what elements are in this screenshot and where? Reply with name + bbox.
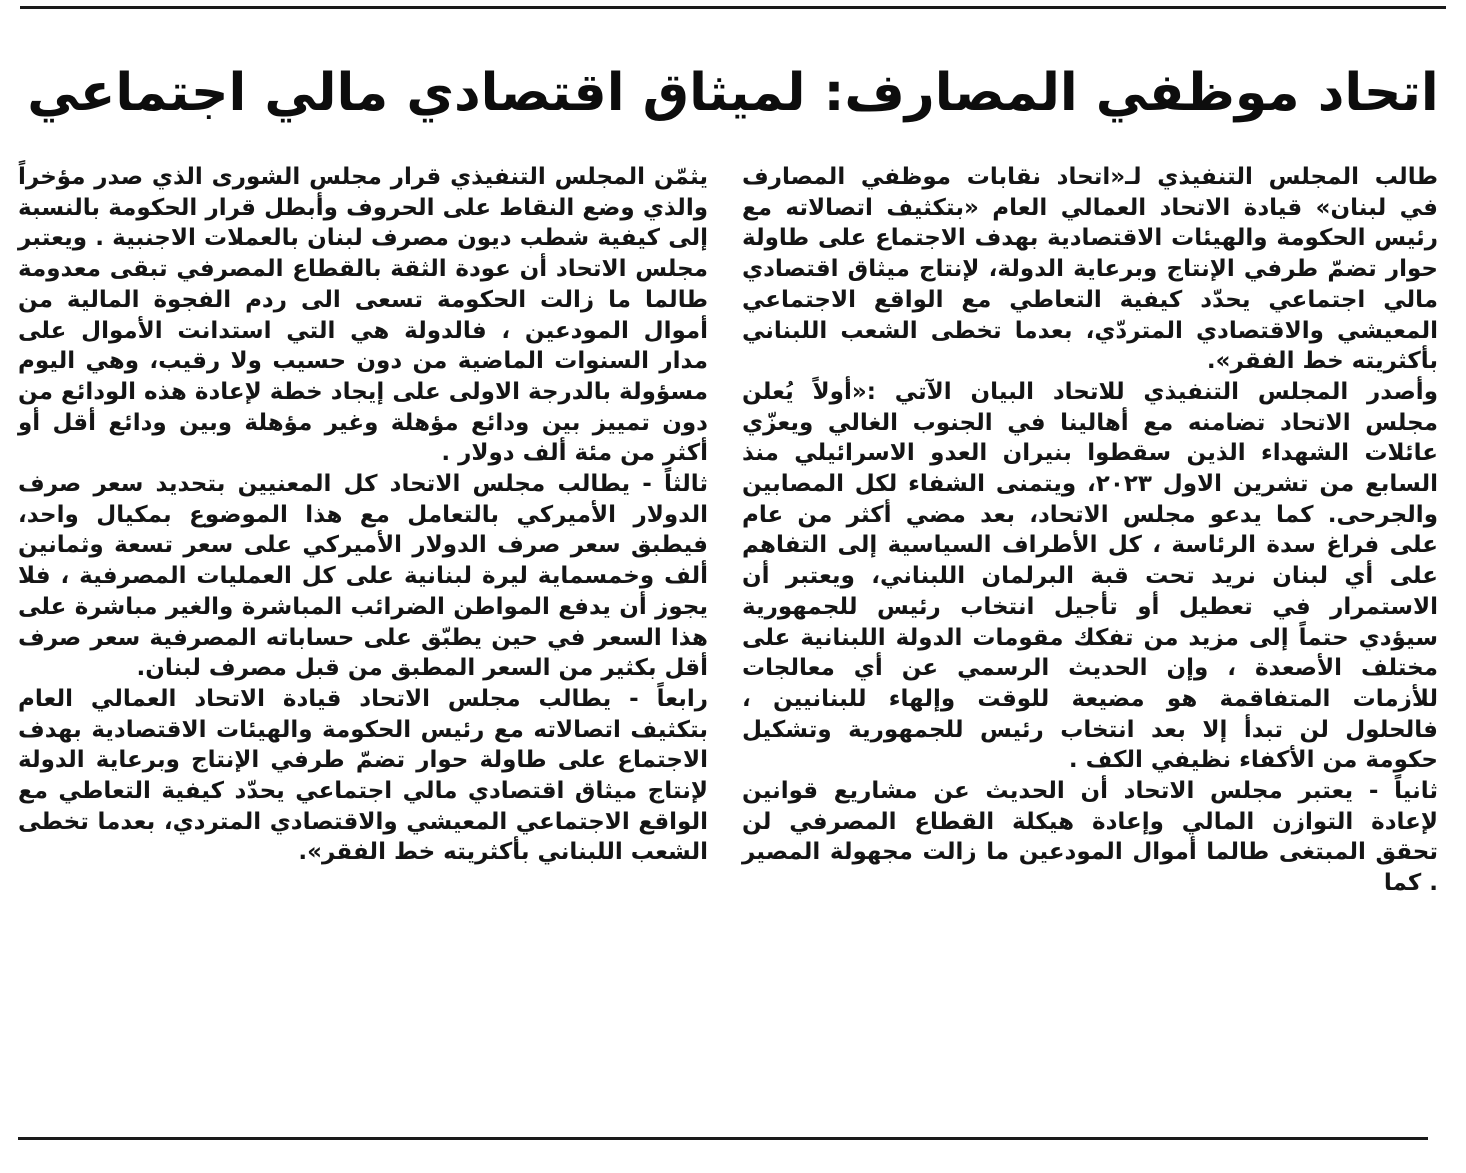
article-column-right	[742, 162, 1438, 899]
bottom-rule	[18, 1137, 1428, 1140]
paragraph-left-1: يثمّن المجلس التنفيذي قرار مجلس الشورى الذي صدر مؤخراً والذي وضع النقاط على الحروف وأبطل قرار الحكومة بالنسبة إلى كيفية شطب ديون مصرف لبنان بالعملات الاجنبية . ويعتبر مجلس الاتحاد أن عودة الثقة بالقطاع المصرفي تبقى معدومة طالما ما زالت الحكومة تسعى الى ردم الفجوة المالية من أموال المودعين ، فالدولة هي التي استدانت الأموال على مدار السنوات الماضية من دون حسيب ولا رقيب، وهي اليوم مسؤولة بالدرجة الاولى على إيجاد خطة لإعادة هذه الودائع من دون تمييز بين ودائع مؤهلة وغير مؤهلة وبين ودائع أقل أو أكثر من مئة ألف دولار .	[18, 164, 708, 467]
article-column-left	[18, 162, 708, 868]
paragraph-right-2: وأصدر المجلس التنفيذي للاتحاد البيان الآتي :«أولاً يُعلن مجلس الاتحاد تضامنه مع أهالينا في الجنوب الغالي ويعزّي عائلات الشهداء الذين سقطوا بنيران العدو الاسرائيلي منذ السابع من تشرين الاول ٢٠٢٣، ويتمنى الشفاء لكل المصابين والجرحى. كما يدعو مجلس الاتحاد، بعد مضي أكثر من عام على فراغ سدة الرئاسة ، كل الأطراف السياسية إلى التفاهم على أي لبنان نريد تحت قبة البرلمان اللبناني، ويعتبر أن الاستمرار في تعطيل أو تأجيل انتخاب رئيس للجمهورية سيؤدي حتماً إلى مزيد من تفكك مقومات الدولة اللبنانية على مختلف الأصعدة ، وإن الحديث الرسمي عن أي معالجات للأزمات المتفاقمة هو مضيعة للوقت وإلهاء للبنانيين ، فالحلول لن تبدأ إلا بعد انتخاب رئيس للجمهورية وتشكيل حكومة من الأكفاء نظيفي الكف .	[742, 378, 1438, 774]
paragraph-right-1: طالب المجلس التنفيذي لـ«اتحاد نقابات موظفي المصارف في لبنان» قيادة الاتحاد العمالي العام «بتكثيف اتصالاته مع رئيس الحكومة والهيئات الاقتصادية بهدف الاجتماع على طاولة حوار تضمّ طرفي الإنتاج وبرعاية الدولة، لإنتاج ميثاق اقتصادي مالي اجتماعي يحدّد كيفية التعاطي مع الواقع الاجتماعي المعيشي والاقتصادي المتردّي، بعدما تخطى الشعب اللبناني بأكثريته خط الفقر».	[742, 164, 1438, 375]
paragraph-left-3: رابعاً - يطالب مجلس الاتحاد قيادة الاتحاد العمالي العام بتكثيف اتصالاته مع رئيس الحكومة والهيئات الاقتصادية بهدف الاجتماع على طاولة حوار تضمّ طرفي الإنتاج وبرعاية الدولة لإنتاج ميثاق اقتصادي مالي اجتماعي يحدّد كيفية التعاطي مع الواقع الاجتماعي المعيشي والاقتصادي المتردي، بعدما تخطى الشعب اللبناني بأكثريته خط الفقر».	[18, 685, 708, 866]
paragraph-right-3: ثانياً - يعتبر مجلس الاتحاد أن الحديث عن مشاريع قوانين لإعادة التوازن المالي وإعادة هيكلة القطاع المصرفي لن تحقق المبتغى طالما أموال المودعين ما زالت مجهولة المصير . كما	[742, 778, 1438, 897]
paragraph-left-2: ثالثاً - يطالب مجلس الاتحاد كل المعنيين بتحديد سعر صرف الدولار الأميركي بالتعامل مع هذا الموضوع بمكيال واحد، فيطبق سعر صرف الدولار الأميركي على سعر تسعة وثمانين ألف وخمسماية ليرة لبنانية على كل العمليات المصرفية ، فلا يجوز أن يدفع المواطن الضرائب المباشرة والغير مباشرة على هذا السعر في حين يطبّق على حساباته المصرفية سعر صرف أقل بكثير من السعر المطبق من قبل مصرف لبنان.	[18, 471, 708, 682]
top-rule	[20, 6, 1446, 9]
article-headline: اتحاد موظفي المصارف: لميثاق اقتصادي مالي اجتماعي	[27, 63, 1439, 123]
